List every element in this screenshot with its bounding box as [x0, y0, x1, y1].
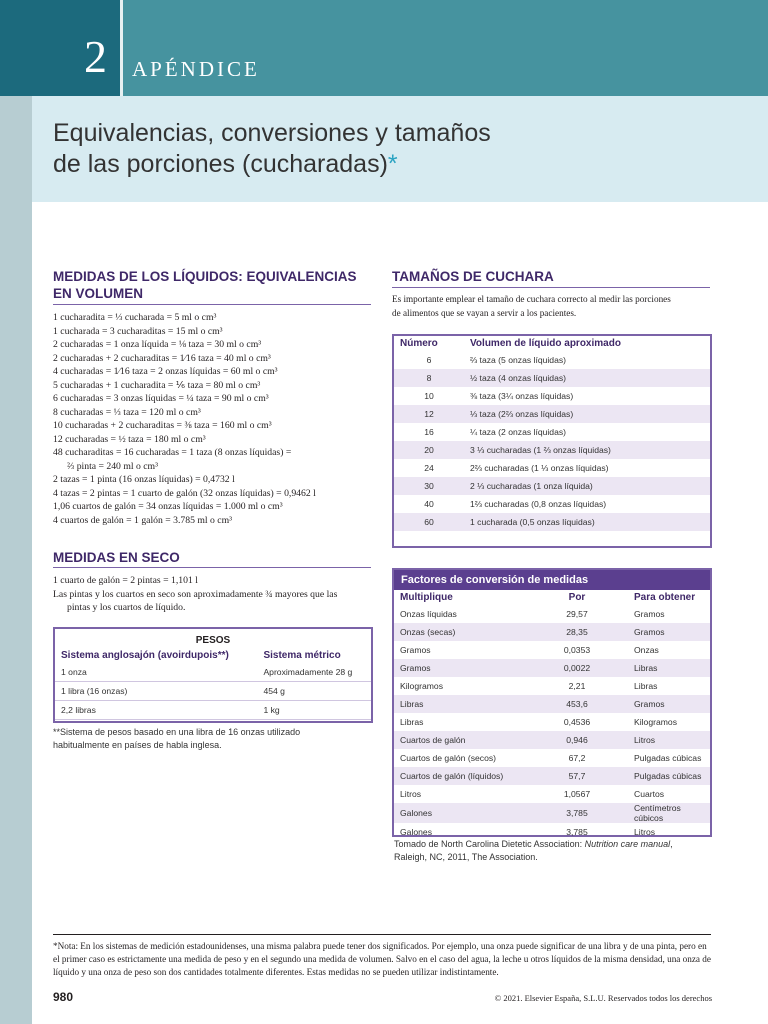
conversion-row [394, 695, 710, 713]
chapter-number: 2 [84, 31, 107, 82]
conversion-row-cell: Pulgadas cúbicas [628, 767, 710, 785]
spoon-table-box [392, 334, 712, 548]
liquid-equivalences-list [53, 311, 373, 527]
spoon-row-cell: 2 ⅓ cucharadas (1 onza líquida) [464, 477, 710, 495]
conversion-row-cell: Galones [394, 803, 526, 823]
title-line-2 [53, 149, 653, 180]
spoon-row [394, 495, 710, 513]
liquid-heading-rule [53, 304, 371, 305]
conversion-row [394, 803, 710, 823]
spoon-row-cell: 24 [424, 463, 434, 473]
weights-footnote [53, 726, 373, 752]
liquid-heading-line-2: EN VOLUMEN [53, 286, 144, 301]
conversion-row-cell: Gramos [628, 695, 710, 713]
conversion-row-cell: Galones [400, 827, 433, 837]
spoon-row [394, 441, 710, 459]
conversion-row-cell: 1,0567 [563, 789, 591, 799]
spoon-row [394, 513, 710, 531]
weights-row-cell: Aproximadamente 28 g [257, 663, 371, 682]
conversion-row-cell: Litros [400, 789, 422, 799]
weights-col-metric: Sistema métrico [263, 650, 341, 661]
spoon-row [394, 423, 710, 441]
dry-measure-line: Las pintas y los cuartos en seco son aproximadamente ¾ mayores que las [53, 588, 338, 600]
spoon-row-cell: 1 cucharada (0,5 onzas líquidas) [464, 513, 710, 531]
spoon-heading-rule [392, 287, 710, 288]
conversion-row-cell: Pulgadas cúbicas [634, 753, 702, 763]
spoon-sizes-heading: TAMAÑOS DE CUCHARA [392, 269, 554, 284]
spoon-row [394, 477, 710, 495]
liquid-equivalence-line: 2 cucharadas + 2 cucharaditas = 1⁄16 taza = 40 ml o cm³ [53, 352, 271, 364]
spoon-row [394, 369, 710, 387]
conversion-source [394, 838, 724, 864]
conversion-row-cell: Gramos [628, 623, 710, 641]
conversion-row-cell: 28,35 [526, 623, 628, 641]
dry-measure-line: pintas y los cuartos de líquido. [67, 602, 186, 613]
conversion-row-cell: 0,4536 [563, 717, 591, 727]
conversion-row [394, 749, 710, 767]
conversion-row-cell: Kilogramos [634, 717, 677, 727]
source-prefix: Tomado de North Carolina Dietetic Association: [394, 839, 585, 849]
conversion-row-cell: 0,946 [526, 731, 628, 749]
chapter-header-divider [120, 0, 123, 96]
spoon-col-number: Número [400, 338, 438, 349]
spoon-row-cell: 40 [424, 499, 434, 509]
conversion-row-cell: Libras [394, 695, 526, 713]
conversion-source-line-2: Raleigh, NC, 2011, The Association. [394, 852, 538, 862]
dry-measure-line: 1 cuarto de galón = 2 pintas = 1,101 l [53, 575, 198, 586]
left-margin-bar [0, 96, 32, 1024]
spoon-intro-line-2: de alimentos que se vayan a servir a los pacientes. [392, 307, 577, 318]
weights-row [55, 663, 371, 682]
weights-row [55, 682, 371, 701]
liquid-heading-line-1: MEDIDAS DE LOS LÍQUIDOS: EQUIVALENCIAS [53, 269, 357, 284]
weights-row-cell: 1 kg [257, 701, 371, 720]
liquid-measures-heading [53, 268, 373, 302]
conversion-row [394, 677, 710, 695]
conversion-row-cell: Libras [400, 717, 424, 727]
spoon-row-cell: 3 ⅓ cucharadas (1 ⅔ onzas líquidas) [464, 441, 710, 459]
source-title: Nutrition care manual [584, 839, 671, 849]
conversion-row [394, 641, 710, 659]
spoon-row-cell: ½ taza (4 onzas líquidas) [464, 369, 710, 387]
conversion-row [394, 785, 710, 803]
conversion-caption: Factores de conversión de medidas [394, 570, 710, 590]
liquid-equivalence-line: 2 cucharadas = 1 onza líquida = ⅛ taza = 30 ml o cm³ [53, 339, 262, 350]
title-star: * [387, 150, 398, 178]
spoon-row-cell: 16 [424, 427, 434, 437]
liquid-equivalence-line: 48 cucharaditas = 16 cucharadas = 1 taza (8 onzas líquidas) = [53, 447, 292, 458]
liquid-equivalence-line: 5 cucharadas + 1 cucharadita = ⅙ taza = 80 ml o cm³ [53, 379, 261, 391]
conversion-row-cell: Kilogramos [400, 681, 443, 691]
weights-footnote-line-1: **Sistema de pesos basado en una libra de 16 onzas utilizado [53, 727, 301, 737]
spoon-row [394, 387, 710, 405]
liquid-equivalence-line: 1 cucharadita = ⅓ cucharada = 5 ml o cm³ [53, 312, 217, 323]
conversion-row-cell: Onzas líquidas [400, 609, 457, 619]
weights-row-cell: 2,2 libras [55, 701, 257, 720]
conversion-table-box [392, 568, 712, 837]
conversion-row [394, 605, 710, 623]
page-title [53, 118, 653, 180]
liquid-equivalence-line: 6 cucharadas = 3 onzas líquidas = ¼ taza = 90 ml o cm³ [53, 393, 269, 404]
conversion-row-cell: 3,785 [566, 827, 588, 837]
spoon-row-cell: ⅜ taza (3¼ onzas líquidas) [470, 391, 574, 401]
footnote: *Nota: En los sistemas de medición estadounidenses, una misma palabra puede tener dos significados. Por ejemplo, una onza puede significar de una libra y de una pinta, pero en el primer caso es estrictamente una medida de peso y en el segundo una medida de volumen. Salvo en el caso del agua, la leche u otros líquidos de la misma densidad, una onza de líquido y una onza de peso son dos cantidades totalmente diferentes. Estas medidas no se pueden utilizar indistintamente. [53, 941, 711, 977]
liquid-equivalence-line: 1,06 cuartos de galón = 34 onzas líquidas = 1.000 ml o cm³ [53, 501, 283, 512]
spoon-row [394, 459, 710, 477]
weights-caption: PESOS [195, 635, 231, 646]
conversion-row [394, 659, 710, 677]
liquid-equivalence-line: 4 cuartos de galón = 1 galón = 3.785 ml o cm³ [53, 514, 233, 526]
conversion-col-by: Por [568, 592, 586, 603]
source-comma: , [670, 839, 673, 849]
spoon-row-cell: 60 [394, 513, 464, 531]
page-number: 980 [53, 990, 74, 1004]
conversion-row-cell: Centímetros cúbicos [628, 803, 710, 823]
conversion-col-result: Para obtener [634, 592, 696, 603]
spoon-row-cell: 12 [394, 405, 464, 423]
weights-row-cell: 1 libra (16 onzas) [55, 682, 257, 701]
spoon-row-cell: 2⅔ cucharadas (1 ⅓ onzas líquidas) [470, 463, 609, 473]
conversion-row-cell: Litros [628, 731, 710, 749]
conversion-row-cell: 2,21 [568, 681, 586, 691]
liquid-equivalence-line: 4 cucharadas = 1⁄16 taza = 2 onzas líquidas = 60 ml o cm³ [53, 366, 278, 377]
spoon-row-cell: 6 [426, 355, 432, 365]
weights-row-cell: 454 g [257, 682, 371, 701]
liquid-equivalence-line: 4 tazas = 2 pintas = 1 cuarto de galón (32 onzas líquidas) = 0,9462 l [53, 487, 316, 499]
conversion-source-line-1 [394, 838, 724, 851]
dry-measures-text [53, 574, 373, 615]
conversion-row-cell: Onzas (secas) [394, 623, 526, 641]
conversion-row-cell: Litros [634, 827, 656, 837]
conversion-row-cell: Libras [628, 659, 710, 677]
conversion-row-cell: 67,2 [568, 753, 586, 763]
spoon-row-cell: 30 [394, 477, 464, 495]
weights-footnote-line-2: habitualmente en países de habla inglesa. [53, 740, 222, 750]
spoon-row-cell: ⅔ taza (5 onzas líquidas) [470, 355, 567, 365]
spoon-row-cell: 20 [394, 441, 464, 459]
conversion-col-multiply: Multiplique [400, 592, 453, 603]
chapter-word: APÉNDICE [132, 57, 260, 81]
weights-row-cell: 1 onza [55, 663, 257, 682]
liquid-equivalence-line: ⅔ pinta = 240 ml o cm³ [67, 460, 158, 472]
conversion-row [394, 767, 710, 785]
conversion-row-cell: Cuartos de galón (secos) [400, 753, 497, 763]
dry-measures-heading: MEDIDAS EN SECO [53, 550, 180, 565]
conversion-row-cell: Cuartos de galón [394, 731, 526, 749]
conversion-row-cell: Cuartos [634, 789, 665, 799]
spoon-row [394, 405, 710, 423]
conversion-row-cell: Onzas [634, 645, 659, 655]
conversion-row-cell: 3,785 [526, 803, 628, 823]
liquid-equivalence-line: 10 cucharadas + 2 cucharaditas = ⅜ taza = 160 ml o cm³ [53, 420, 272, 431]
spoon-table [394, 336, 710, 531]
dry-heading-rule [53, 567, 371, 568]
title-line-2-text: de las porciones (cucharadas) [53, 150, 388, 178]
liquid-equivalence-line: 8 cucharadas = ⅓ taza = 120 ml o cm³ [53, 406, 201, 418]
conversion-row-cell: 57,7 [526, 767, 628, 785]
liquid-equivalence-line: 12 cucharadas = ½ taza = 180 ml o cm³ [53, 433, 206, 445]
conversion-row-cell: 0,0353 [563, 645, 591, 655]
footnote-rule [53, 934, 711, 935]
conversion-row [394, 623, 710, 641]
spoon-row-cell: 8 [394, 369, 464, 387]
conversion-row-cell: Gramos [394, 659, 526, 677]
conversion-row [394, 731, 710, 749]
conversion-row-cell: 453,6 [526, 695, 628, 713]
spoon-row-cell: 10 [424, 391, 434, 401]
conversion-row [394, 713, 710, 731]
spoon-col-volume: Volumen de líquido aproximado [470, 338, 621, 349]
copyright: © 2021. Elsevier España, S.L.U. Reservados todos los derechos [494, 993, 712, 1003]
conversion-row-cell: 0,0022 [526, 659, 628, 677]
weights-row [55, 701, 371, 720]
conversion-row-cell: Gramos [634, 609, 665, 619]
spoon-row-cell: ¼ taza (2 onzas líquidas) [470, 427, 567, 437]
conversion-table [394, 590, 710, 841]
conversion-row-cell: Libras [634, 681, 658, 691]
spoon-row-cell: ⅓ taza (2⅔ onzas líquidas) [464, 405, 710, 423]
spoon-row-cell: 1⅔ cucharadas (0,8 onzas líquidas) [470, 499, 607, 509]
spoon-row [394, 351, 710, 369]
title-line-1: Equivalencias, conversiones y tamaños [53, 119, 491, 147]
weights-col-imperial: Sistema anglosajón (avoirdupois**) [61, 650, 229, 661]
liquid-equivalence-line: 2 tazas = 1 pinta (16 onzas líquidas) = 0,4732 l [53, 474, 235, 485]
conversion-row-cell: Cuartos de galón (líquidos) [394, 767, 526, 785]
conversion-row-cell: Gramos [400, 645, 431, 655]
liquid-equivalence-line: 1 cucharada = 3 cucharaditas = 15 ml o cm³ [53, 325, 223, 337]
weights-table-box [53, 627, 373, 723]
conversion-row-cell: 29,57 [566, 609, 588, 619]
weights-table [55, 629, 371, 720]
spoon-intro-line-1: Es importante emplear el tamaño de cuchara correcto al medir las porciones [392, 294, 671, 304]
spoon-intro [392, 293, 712, 320]
